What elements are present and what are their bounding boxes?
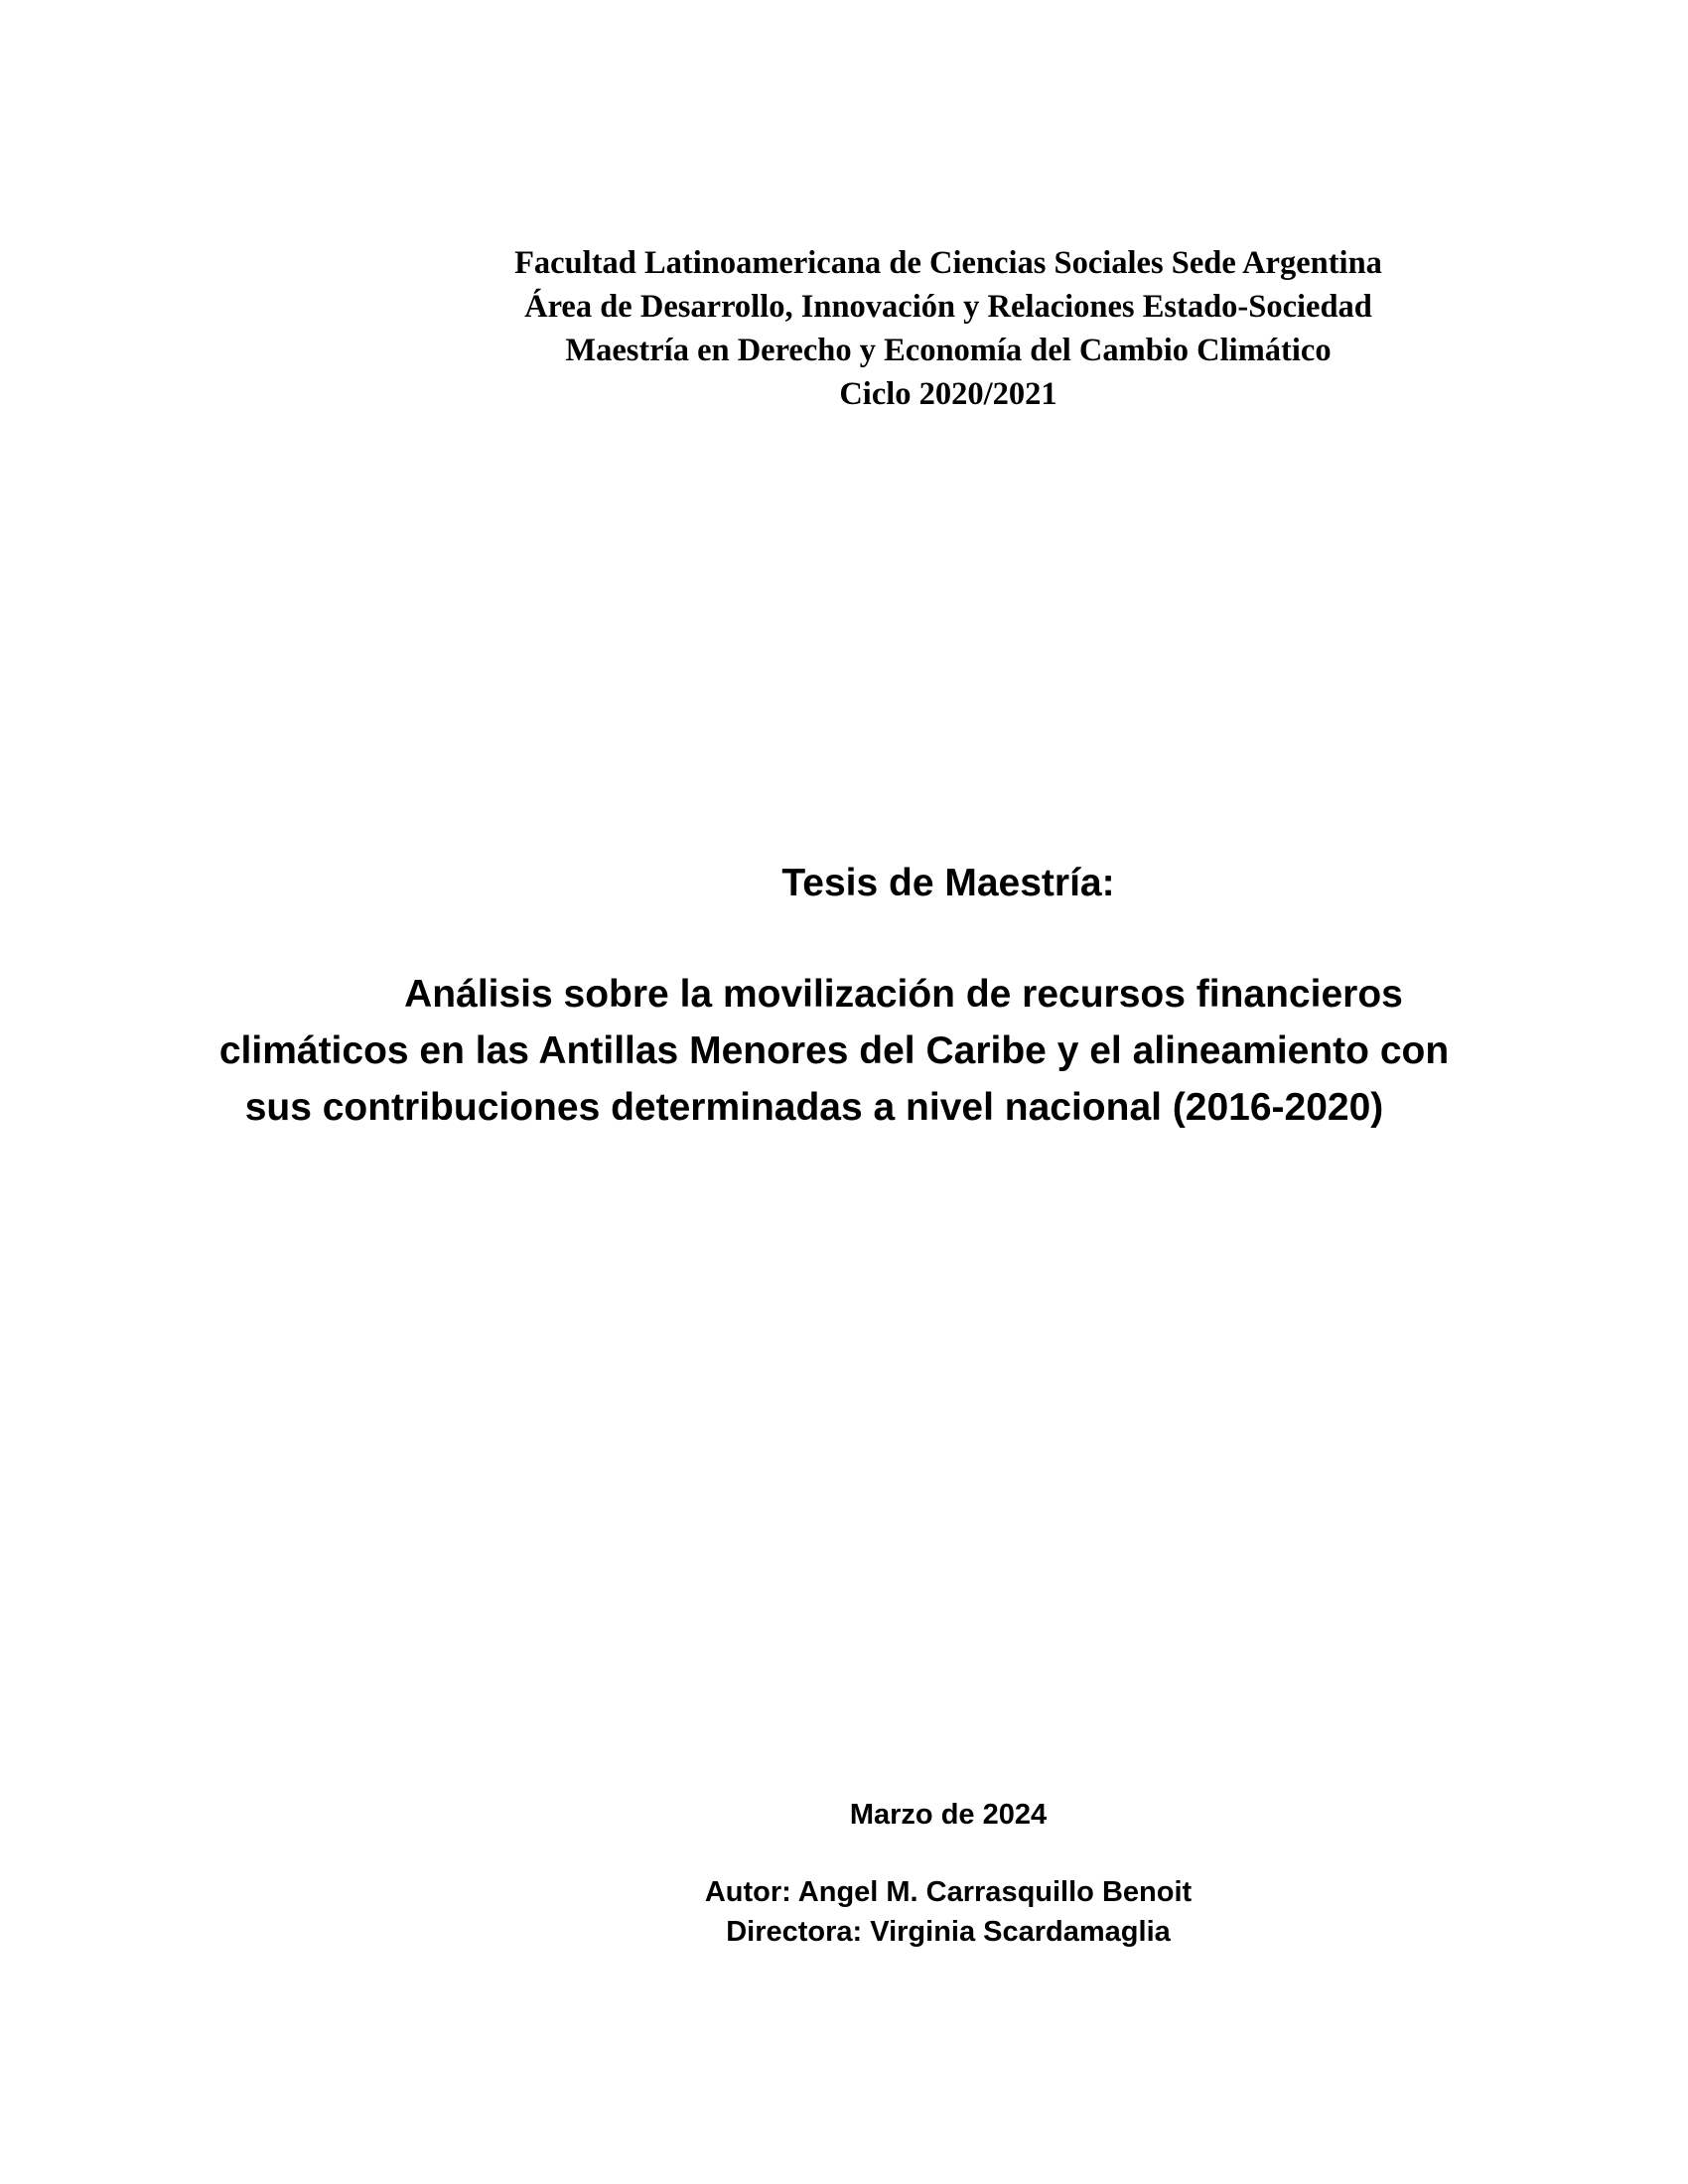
institution-name: Facultad Latinoamericana de Ciencias Sociales Sede Argentina [514, 245, 1382, 281]
credits [0, 1872, 1688, 1952]
thesis-label: Tesis de Maestría: [781, 862, 1115, 904]
cycle-label: Ciclo 2020/2021 [839, 376, 1057, 412]
author-line: Autor: Angel M. Carrasquillo Benoit [704, 1876, 1193, 1908]
institution-header [0, 241, 1688, 416]
thesis-title [199, 966, 1509, 1136]
department-name: Área de Desarrollo, Innovación y Relaciones Estado-Sociedad [524, 289, 1372, 325]
thesis-title-line-2: climáticos en las Antillas Menores del Caribe y el alineamiento con [218, 1029, 1450, 1072]
program-name: Maestría en Derecho y Economía del Cambio Climático [565, 333, 1332, 368]
director-line: Directora: Virginia Scardamaglia [726, 1916, 1171, 1948]
thesis-title-line-3: sus contribuciones determinadas a nivel nacional (2016-2020) [244, 1086, 1384, 1129]
thesis-title-line-1: Análisis sobre la movilización de recursos financieros [404, 973, 1403, 1016]
submission-date: Marzo de 2024 [849, 1799, 1048, 1831]
